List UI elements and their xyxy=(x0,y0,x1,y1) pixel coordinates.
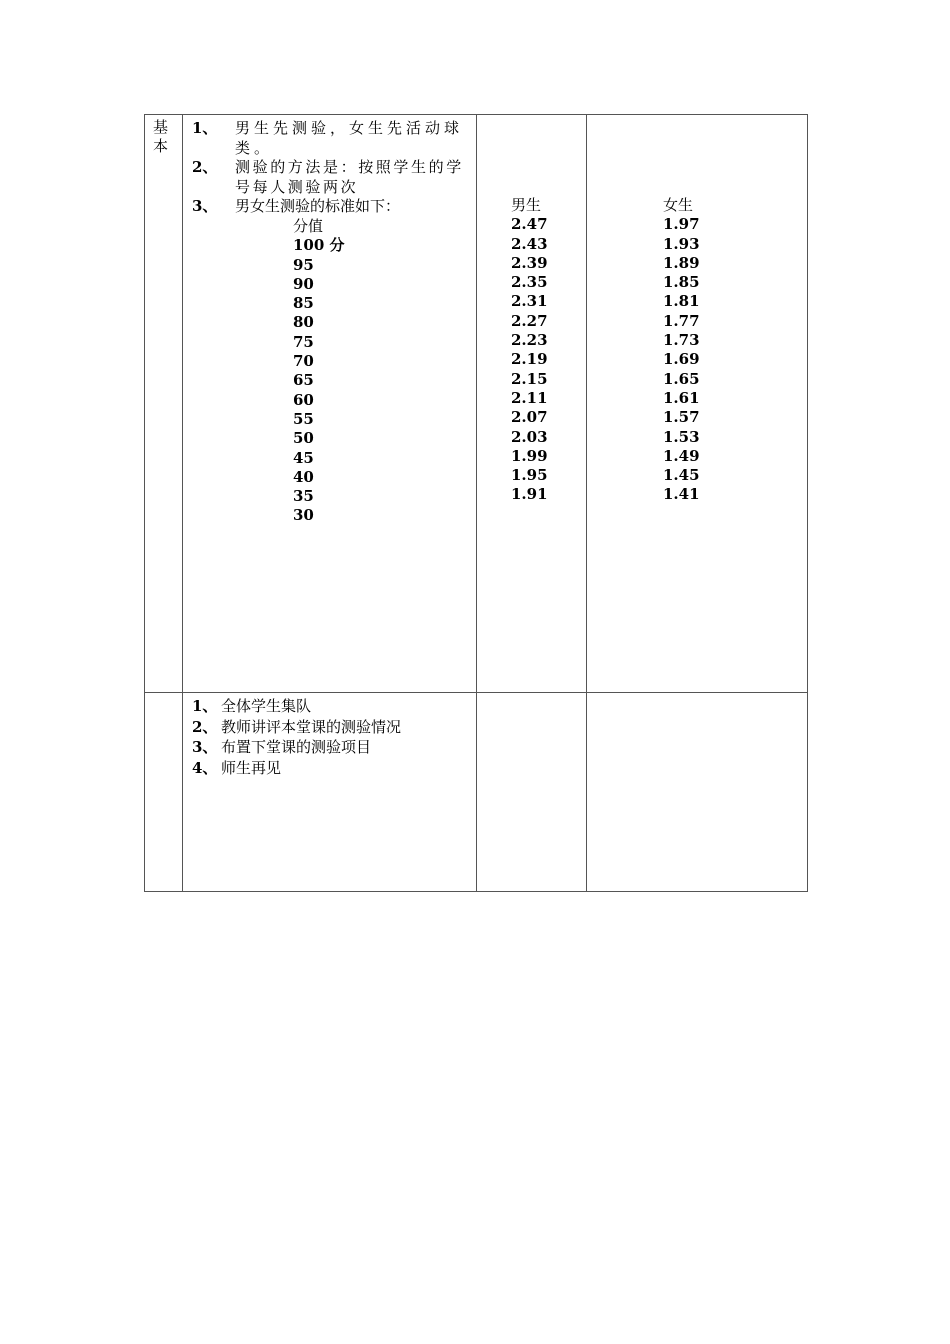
list-item xyxy=(192,158,472,197)
score-list xyxy=(293,217,345,526)
list-item xyxy=(192,737,401,758)
item-text: 教师讲评本堂课的测验情况 xyxy=(221,717,402,736)
girls-value: 1.61 xyxy=(663,388,700,407)
score-value: 45 xyxy=(293,448,314,467)
table-row-basic xyxy=(145,115,808,693)
girls-header: 女生 xyxy=(663,196,694,214)
girls-value: 1.69 xyxy=(663,350,700,369)
boys-cell xyxy=(477,115,587,693)
item-number: 2、 xyxy=(192,158,218,176)
table-row-closing xyxy=(145,693,808,892)
closing-label-cell xyxy=(145,693,183,892)
score-value: 95 xyxy=(293,255,314,274)
boys-header: 男生 xyxy=(511,196,542,214)
score-value: 90 xyxy=(293,274,314,293)
girls-value: 1.93 xyxy=(663,234,700,253)
boys-value: 2.11 xyxy=(511,388,548,407)
section-label: 基本 xyxy=(153,118,169,155)
item-text: 男女生测验的标准如下： xyxy=(235,197,401,215)
boys-value: 2.07 xyxy=(511,408,548,427)
girls-value: 1.45 xyxy=(663,466,700,485)
closing-content-cell xyxy=(183,693,477,892)
girls-value: 1.89 xyxy=(663,253,700,272)
item-number: 3、 xyxy=(192,738,218,756)
boys-value: 2.03 xyxy=(511,427,548,446)
list-item xyxy=(192,717,401,738)
score-value: 65 xyxy=(293,371,314,390)
list-item xyxy=(192,758,401,779)
list-item xyxy=(192,197,472,217)
boys-value: 2.35 xyxy=(511,273,548,292)
score-value: 85 xyxy=(293,294,314,313)
section-label-cell xyxy=(145,115,183,693)
girls-value: 1.77 xyxy=(663,311,700,330)
closing-boys-cell xyxy=(477,693,587,892)
boys-value: 2.43 xyxy=(511,234,548,253)
list-item xyxy=(192,696,401,717)
score-header: 分值 xyxy=(293,217,324,235)
girls-value: 1.65 xyxy=(663,369,700,388)
item-number: 3、 xyxy=(192,197,218,215)
boys-value: 2.23 xyxy=(511,331,548,350)
main-item-list xyxy=(192,119,472,217)
girls-value: 1.73 xyxy=(663,331,700,350)
score-values xyxy=(293,236,345,525)
score-value: 55 xyxy=(293,409,314,428)
boys-value: 2.15 xyxy=(511,369,548,388)
girls-value: 1.85 xyxy=(663,273,700,292)
item-number: 1、 xyxy=(192,697,218,715)
closing-item-list xyxy=(192,696,401,778)
boys-value: 1.91 xyxy=(511,485,548,504)
content-cell xyxy=(183,115,477,693)
girls-value: 1.81 xyxy=(663,292,700,311)
boys-value: 2.27 xyxy=(511,311,548,330)
item-text: 测验的方法是：按照学生的学号每人测验两次 xyxy=(235,158,464,196)
closing-girls-cell xyxy=(587,693,808,892)
score-value: 50 xyxy=(293,429,314,448)
score-value: 100 分 xyxy=(293,236,345,255)
score-value: 40 xyxy=(293,467,314,486)
girls-value: 1.53 xyxy=(663,427,700,446)
boys-value: 2.31 xyxy=(511,292,548,311)
item-number: 2、 xyxy=(192,717,218,736)
item-text: 师生再见 xyxy=(221,758,282,777)
boys-value: 2.39 xyxy=(511,253,548,272)
score-value: 35 xyxy=(293,487,314,506)
score-value: 70 xyxy=(293,352,314,371)
list-item xyxy=(192,119,472,158)
boys-value: 2.47 xyxy=(511,215,548,234)
boys-value: 2.19 xyxy=(511,350,548,369)
item-number: 4、 xyxy=(192,758,218,777)
girls-values xyxy=(663,215,700,504)
item-text: 布置下堂课的测验项目 xyxy=(221,738,372,756)
score-value: 60 xyxy=(293,390,314,409)
girls-cell xyxy=(587,115,808,693)
item-text: 男生先测验，女生先活动球类。 xyxy=(235,119,464,157)
boys-column xyxy=(511,196,548,505)
boys-value: 1.99 xyxy=(511,446,548,465)
boys-values xyxy=(511,215,548,504)
girls-value: 1.49 xyxy=(663,446,700,465)
girls-value: 1.57 xyxy=(663,408,700,427)
girls-value: 1.97 xyxy=(663,215,700,234)
girls-value: 1.41 xyxy=(663,485,700,504)
item-text: 全体学生集队 xyxy=(221,697,312,715)
item-number: 1、 xyxy=(192,119,218,137)
lesson-plan-table xyxy=(144,114,808,892)
score-value: 75 xyxy=(293,332,314,351)
girls-column xyxy=(663,196,700,505)
score-value: 30 xyxy=(293,506,314,525)
score-value: 80 xyxy=(293,313,314,332)
boys-value: 1.95 xyxy=(511,466,548,485)
